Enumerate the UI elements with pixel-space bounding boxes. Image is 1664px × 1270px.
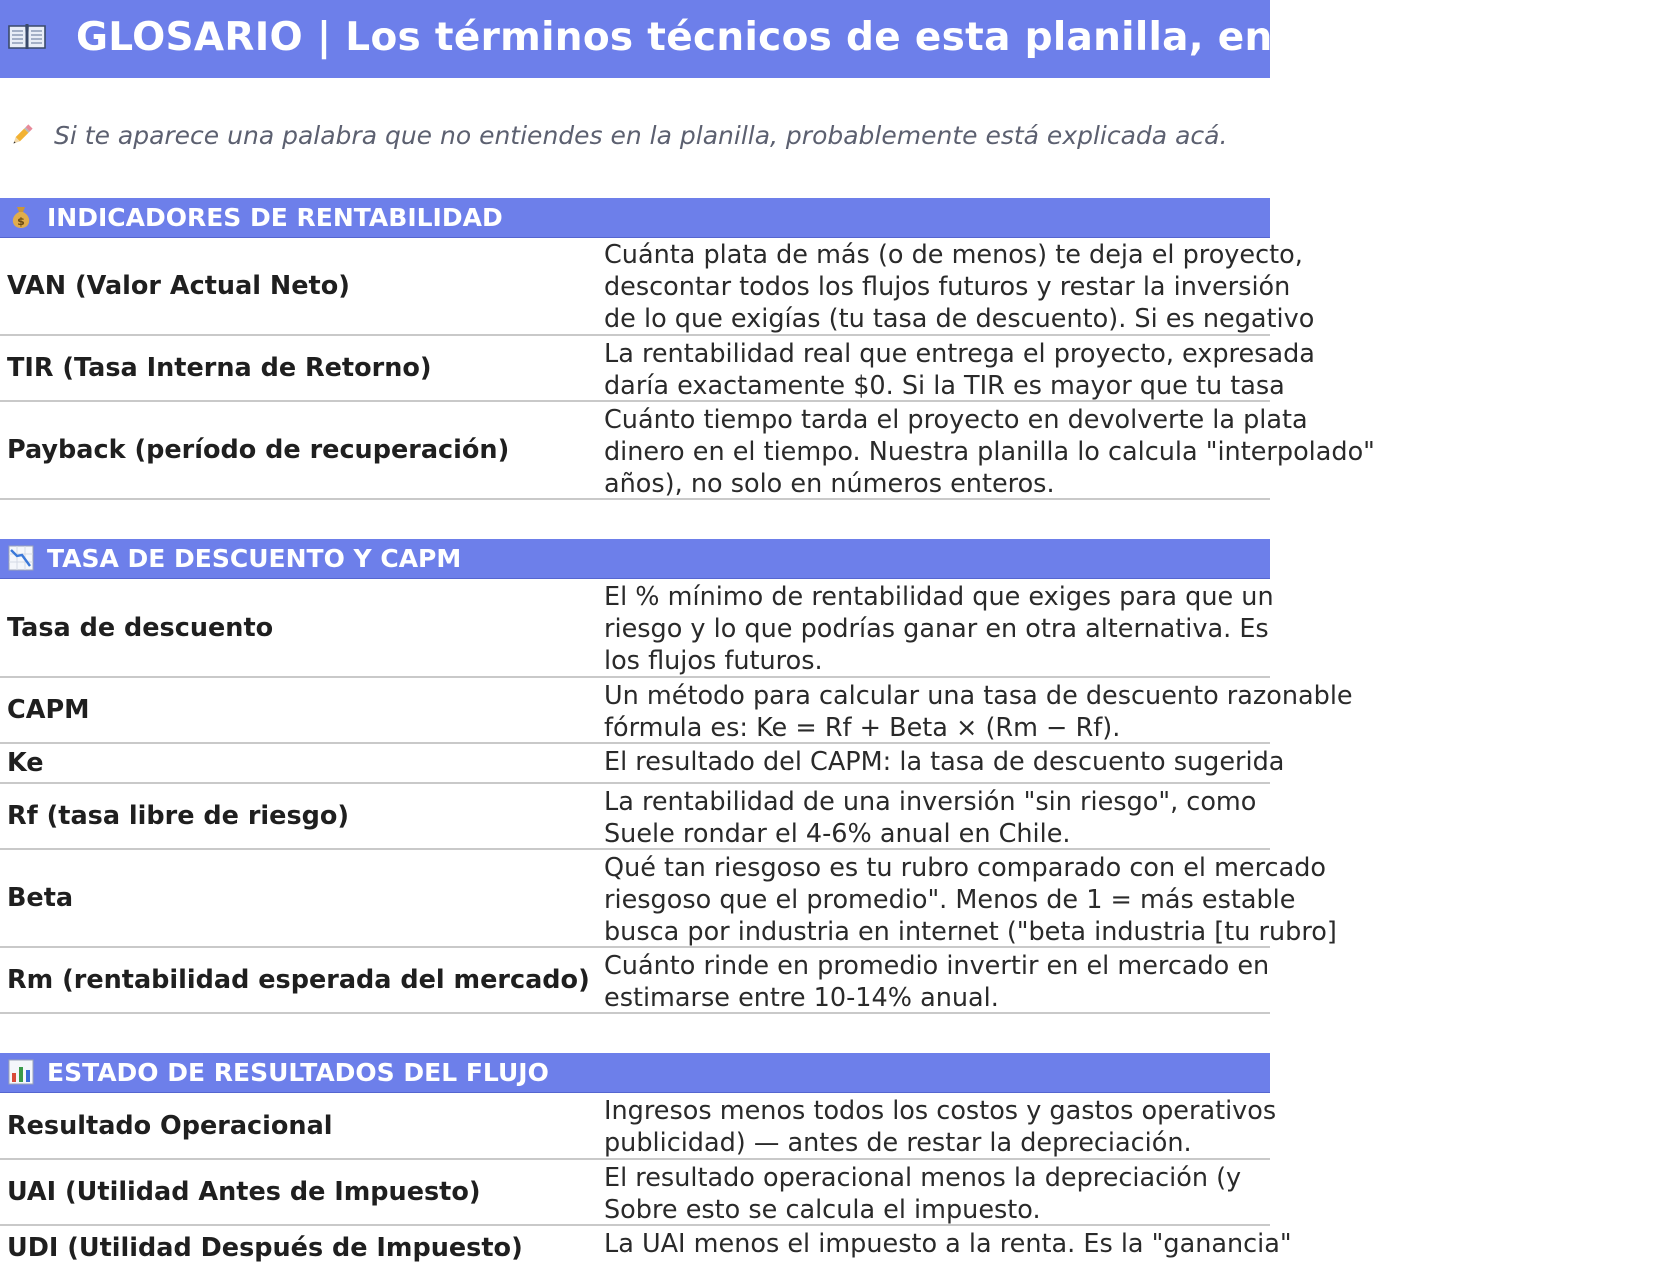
term-definition: Cuánto tiempo tarda el proyecto en devolverte la plata dinero en el tiempo. Nuestra planilla lo calcula "interpolado" años), no solo en números enteros.: [604, 405, 1375, 499]
glossary-row-rf: [0, 784, 1270, 850]
glossary-row-resultado-operacional: [0, 1093, 1277, 1160]
term-definition: Ingresos menos todos los costos y gastos operativos publicidad) — antes de restar la depreciación.: [604, 1096, 1277, 1158]
glossary-row-tasa-descuento: [0, 579, 1274, 678]
term-definition: Qué tan riesgoso es tu rubro comparado con el mercado riesgoso que el promedio". Menos de 1 = más estable busca por industria en internet ("beta industria [tu rubro]: [604, 853, 1337, 947]
term-name: Rf (tasa libre de riesgo): [7, 801, 350, 831]
term-definition: Cuánto rinde en promedio invertir en el mercado en estimarse entre 10-14% anual.: [604, 951, 1270, 1013]
term-name: Tasa de descuento: [7, 612, 274, 643]
pencil-icon: [9, 122, 35, 148]
term-name: Rm (rentabilidad esperada del mercado): [7, 965, 590, 995]
section-title: ESTADO DE RESULTADOS DEL FLUJO: [47, 1058, 549, 1087]
term-name: Resultado Operacional: [7, 1110, 333, 1141]
term-name: UDI (Utilidad Después de Impuesto): [7, 1233, 523, 1263]
term-definition: El resultado operacional menos la depreciación (y Sobre esto se calcula el impuesto.: [604, 1163, 1242, 1225]
section-title: TASA DE DESCUENTO Y CAPM: [47, 544, 462, 573]
open-book-icon: [8, 21, 46, 51]
term-definition: La rentabilidad de una inversión "sin riesgo", como Suele rondar el 4-6% anual en Chile.: [604, 787, 1257, 849]
chart-decreasing-icon: [8, 545, 34, 571]
section-header-rentabilidad: [0, 198, 1270, 238]
term-definition: Cuánta plata de más (o de menos) te deja el proyecto, descontar todos los flujos futuros y restar la inversión de lo que exigías (tu tasa de descuento). Si es negativo: [604, 240, 1315, 334]
section-header-estado-resultados: [0, 1053, 1270, 1093]
glossary-row-rm: [0, 948, 1270, 1014]
term-name: TIR (Tasa Interna de Retorno): [7, 353, 432, 383]
glossary-row-van: [0, 237, 1315, 336]
term-definition: La rentabilidad real que entrega el proyecto, expresada daría exactamente $0. Si la TIR es mayor que tu tasa: [604, 339, 1315, 401]
intro-note: [0, 112, 1270, 162]
glossary-row-payback: [0, 402, 1375, 500]
term-name: Payback (período de recuperación): [7, 435, 510, 465]
term-name: CAPM: [7, 695, 90, 725]
glossary-row-tir: [0, 336, 1315, 402]
glossary-row-udi: [0, 1226, 1292, 1270]
glossary-row-ke: [0, 744, 1285, 784]
svg-text:$: $: [17, 215, 25, 228]
section-title: INDICADORES DE RENTABILIDAD: [47, 203, 503, 232]
intro-note-text: Si te aparece una palabra que no entiendes en la planilla, probablemente está explicada acá.: [54, 121, 1228, 150]
term-definition: La UAI menos el impuesto a la renta. Es la "ganancia": [604, 1229, 1292, 1259]
page-title-bar: [0, 0, 1664, 78]
term-definition: Un método para calcular una tasa de descuento razonable fórmula es: Ke = Rf + Beta × (Rm − Rf).: [604, 681, 1353, 743]
glossary-row-capm: [0, 678, 1353, 744]
page-title: GLOSARIO | Los términos técnicos de esta planilla, en palabras simples: [76, 15, 1664, 60]
term-definition: El % mínimo de rentabilidad que exiges para que un riesgo y lo que podrías ganar en otra alternativa. Es los flujos futuros.: [604, 582, 1274, 676]
term-name: Beta: [7, 883, 74, 913]
money-bag-icon: [8, 204, 34, 230]
glossary-row-beta: [0, 850, 1337, 948]
glossary-row-uai: [0, 1160, 1270, 1226]
term-definition: El resultado del CAPM: la tasa de descuento sugerida: [604, 747, 1285, 777]
term-name: VAN (Valor Actual Neto): [7, 270, 350, 301]
term-name: UAI (Utilidad Antes de Impuesto): [7, 1177, 481, 1207]
bar-chart-icon: [8, 1059, 34, 1085]
section-header-capm: [0, 539, 1270, 579]
term-name: Ke: [7, 748, 44, 778]
